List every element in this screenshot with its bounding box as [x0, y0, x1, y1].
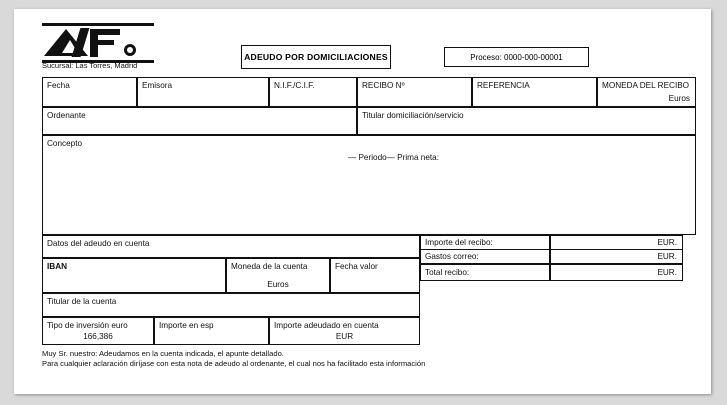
total-recibo-value: EUR. [657, 268, 677, 277]
total-recibo-label: Total recibo: [425, 268, 470, 277]
field-nif-cif[interactable] [269, 77, 357, 107]
field-concepto-label: Concepto [47, 139, 83, 148]
field-importe-esp-label: Importe en esp [159, 321, 214, 330]
field-referencia-label: REFERENCIA [477, 81, 530, 90]
total-gastos-correo-label: Gastos correo: [425, 252, 479, 261]
logo-letter-f-bar-icon [98, 40, 114, 45]
field-periodo-prima-label: — Periodo— Prima neta: [348, 153, 440, 162]
field-concepto[interactable] [42, 135, 696, 235]
total-importe-recibo-label: Importe del recibo: [425, 238, 493, 247]
field-moneda-recibo-value: Euros [668, 94, 690, 103]
branch-subtitle: Sucursal: Las Torres, Madrid [42, 61, 138, 70]
form-title: ADEUDO POR DOMICILIACIONES [241, 45, 391, 69]
field-datos-adeudo[interactable] [42, 235, 420, 258]
logo-circle-icon [124, 44, 136, 56]
footer-note [42, 349, 425, 369]
field-titular-domiciliacion-label: Titular domiciliación/servicio [362, 111, 464, 120]
field-moneda-cuenta[interactable] [226, 258, 330, 293]
field-ordenante[interactable] [42, 107, 357, 135]
total-importe-recibo-value: EUR. [657, 238, 677, 247]
field-emisora[interactable] [137, 77, 269, 107]
field-importe-esp[interactable] [154, 317, 269, 345]
field-fecha-valor-label: Fecha valor [335, 262, 378, 271]
field-importe-adeudado-value: EUR [335, 332, 354, 341]
field-tipo-inversion[interactable] [42, 317, 154, 345]
field-fecha[interactable] [42, 77, 137, 107]
field-iban-label: IBAN [47, 262, 68, 271]
field-moneda-recibo[interactable] [597, 77, 696, 107]
field-importe-adeudado[interactable] [269, 317, 420, 345]
field-importe-adeudado-label: Importe adeudado en cuenta [274, 321, 379, 330]
total-label-gastos-correo [420, 249, 550, 264]
field-fecha-label: Fecha [47, 81, 70, 90]
field-moneda-recibo-label: MONEDA DEL RECIBO [602, 81, 690, 90]
total-value-importe-recibo [550, 235, 683, 249]
field-tipo-inversion-label: Tipo de inversión euro [47, 321, 128, 330]
footer-note-line-2: Para cualquier aclaración diríjase con esta nota de adeudo al ordenante, el cual nos ha facilitado esta información [42, 359, 426, 368]
logo-mark-icon [42, 23, 154, 63]
total-value-total-recibo [550, 264, 683, 281]
field-titular-cuenta-label: Titular de la cuenta [47, 297, 117, 306]
field-tipo-inversion-value: 166,386 [83, 332, 113, 341]
field-fecha-valor[interactable] [330, 258, 420, 293]
total-label-total-recibo [420, 264, 550, 281]
field-recibo-numero[interactable] [357, 77, 472, 107]
total-gastos-correo-value: EUR. [657, 252, 677, 261]
company-logo [42, 23, 160, 75]
field-recibo-numero-label: RECIBO Nº [362, 81, 405, 90]
footer-note-line-1: Muy Sr. nuestro: Adeudamos en la cuenta indicada, el apunte detallado. [42, 349, 284, 358]
field-iban[interactable] [42, 258, 226, 293]
logo-letter-f-stem-icon [90, 29, 98, 57]
field-titular-domiciliacion[interactable] [357, 107, 696, 135]
process-number: Proceso: 0000-000-00001 [444, 47, 589, 67]
document-page [14, 9, 711, 394]
form-sheet [29, 19, 696, 382]
form-header [29, 19, 696, 77]
field-titular-cuenta[interactable] [42, 293, 420, 317]
field-datos-adeudo-label: Datos del adeudo en cuenta [47, 239, 150, 248]
field-referencia[interactable] [472, 77, 597, 107]
field-nif-cif-label: N.I.F./C.I.F. [274, 81, 315, 90]
field-moneda-cuenta-value: Euros [267, 280, 289, 289]
field-ordenante-label: Ordenante [47, 111, 86, 120]
field-moneda-cuenta-label: Moneda de la cuenta [231, 262, 308, 271]
field-emisora-label: Emisora [142, 81, 173, 90]
total-value-gastos-correo [550, 249, 683, 264]
total-label-importe-recibo [420, 235, 550, 249]
